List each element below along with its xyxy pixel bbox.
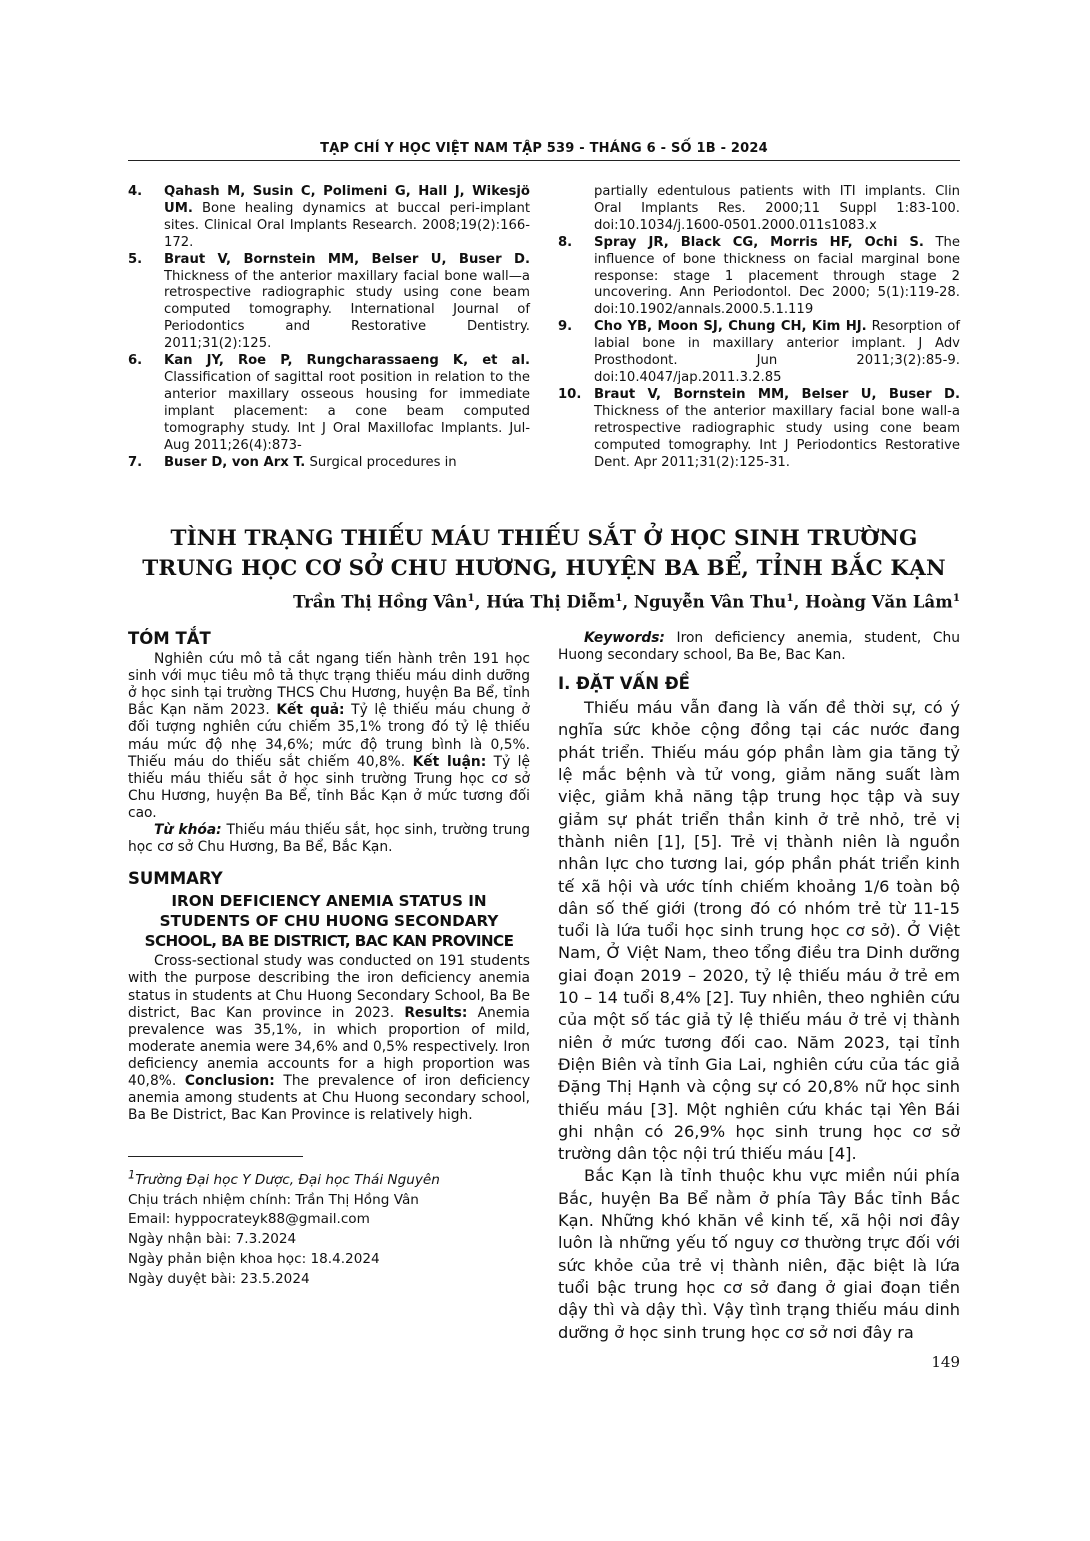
author-name: Trần Thị Hồng Vân — [293, 592, 468, 612]
reference-authors: Braut V, Bornstein MM, Belser U, Buser D. — [594, 386, 960, 402]
reference-number: 10. — [558, 386, 582, 402]
summary-text: Cross-sectional study was conducted on 191 students with the purpose describing the iron deficiency anemia status in students at Chu Huong Secondary School, Ba Be district, Bac Kan province in 2023. — [128, 953, 530, 1021]
article-title-line: TÌNH TRẠNG THIẾU MÁU THIẾU SẮT Ở HỌC SINH TRƯỜNG — [170, 526, 918, 551]
reference-item — [558, 319, 960, 387]
english-title-line: STUDENTS OF CHU HUONG SECONDARY — [159, 912, 499, 931]
summary-paragraph — [128, 953, 530, 1124]
reference-number: 6. — [128, 353, 143, 369]
footnote-approved: Ngày duyệt bài: 23.5.2024 — [128, 1270, 310, 1287]
conclusion-text: Tỷ lệ thiếu máu thiếu sắt ở học sinh trường Trung học cơ sở Chu Hương, huyện Ba Bể, tỉnh Bắc Kạn ở mức tương đối cao. — [128, 753, 530, 821]
reference-text: Classification of sagittal root position in relation to the anterior maxillary osseous housing for immediate implant placement: a cone beam computed tomography study. Int J Oral Maxillofac Implants. Jul-Aug 2011;26(4):873- — [164, 369, 530, 453]
body-paragraph: Thiếu máu vẫn đang là vấn đề thời sự, có ý nghĩa sức khỏe cộng đồng tại các nước đang phát triển. Thiếu máu góp phần làm gia tăng tỷ lệ mắc bệnh và tử vong, giảm năng suất làm việc, giảm khả năng tập trung học tập và suy giảm sự phát triển thần kinh ở trẻ nhỏ, trẻ vị thành niên [1], [5]. Trẻ vị thành niên là nguồn nhân lực cho tương lai, góp phần phát triển kinh tế xã hội và ước tính chiếm khoảng 1/6 toàn bộ dân số thế giới (trong đó có nhóm trẻ từ 11-15 tuổi là lứa tuổi học sinh trung học cơ sở). Ở Việt Nam, Ở Việt Nam, theo tổng điều tra Dinh dưỡng giai đoạn 2019 – 2020, tỷ lệ thiếu máu ở trẻ em 10 – 14 tuổi 8,4% [2]. Tuy nhiên, theo nghiên cứu của một số tác giả tỷ lệ thiếu máu ở trẻ vị thành niên ở mức tương đối cao. Năm 2023, tại tỉnh Điện Biên và tỉnh Gia Lai, nghiên cứu của tác giả Đặng Thị Hạnh và cộng sự có 20,8% nữ học sinh thiếu máu [3]. Một nghiên cứu khác tại Yên Bái ghi nhận có 26,9% học sinh trung học cơ sở trường dân tộc nội trú thiếu máu [4]. — [558, 698, 960, 1164]
footnote-received: Ngày nhận bài: 7.3.2024 — [128, 1231, 297, 1248]
reference-authors: Cho YB, Moon SJ, Chung CH, Kim HJ. — [594, 319, 867, 335]
keywords-en — [558, 630, 960, 664]
abstract-heading: TÓM TẮT — [128, 629, 211, 648]
reference-item — [128, 455, 530, 472]
results-label: Kết quả: — [276, 702, 345, 719]
page-number: 149 — [931, 1353, 960, 1371]
reference-item — [128, 353, 530, 454]
reference-authors: Buser D, von Arx T. — [164, 454, 306, 470]
author-separator: , — [793, 592, 806, 612]
keywords-text: Iron deficiency anemia, student, Chu Huong secondary school, Ba Be, Bac Kan. — [558, 630, 960, 664]
affiliation-mark: 1 — [128, 1167, 136, 1182]
section-heading: I. ĐẶT VẤN ĐỀ — [558, 674, 690, 694]
conclusion-label: Conclusion: — [184, 1072, 275, 1089]
keywords-text: Thiếu máu thiếu sắt, học sinh, trường trung học cơ sở Chu Hương, Ba Bể, Bắc Kạn. — [128, 822, 531, 856]
english-title — [128, 891, 530, 951]
author-affiliation-mark: 1 — [786, 592, 794, 604]
keywords-label: Từ khóa: — [154, 822, 222, 839]
summary-heading: SUMMARY — [128, 869, 223, 889]
reference-number: 8. — [558, 234, 573, 250]
reference-authors: Kan JY, Roe P, Rungcharassaeng K, et al. — [164, 353, 530, 369]
keywords-label: Keywords: — [584, 630, 665, 646]
reference-text: Thickness of the anterior maxillary facial bone wall—a retrospective radiographic study using cone beam computed tomography. International Journal of Periodontics and Restorative Dentistry. 2011;31(2):125. — [164, 268, 530, 352]
abstract-text: Nghiên cứu mô tả cắt ngang tiến hành trên 191 học sinh với mục tiêu mô tả thực trạng thiếu máu dinh dưỡng ở học sinh tại trường THCS Chu Hương, huyện Ba Bể, tỉnh Bắc Kạn năm 2023. — [128, 651, 530, 719]
author-list — [293, 592, 960, 612]
english-title-line: IRON DEFICIENCY ANEMIA STATUS IN — [171, 892, 487, 911]
reference-number: 9. — [558, 319, 573, 335]
body-column — [558, 630, 960, 1344]
reference-text: Resorption of labial bone in maxillary anterior implant. J Adv Prosthodont. Jun 2011;3(2):85-9. doi:10.4047/jap.2011.3.2.85 — [594, 319, 960, 385]
reference-item-continuation — [558, 184, 960, 235]
article-title — [128, 524, 960, 584]
reference-text: Bone healing dynamics at buccal peri-implant sites. Clinical Oral Implants Research. 2008;19(2):166-172. — [164, 200, 530, 250]
reference-item — [558, 235, 960, 320]
references-left-column — [128, 184, 530, 471]
author-separator: , — [622, 592, 634, 612]
keywords-vi — [128, 822, 530, 856]
author-affiliation-mark: 1 — [952, 592, 960, 604]
author-name: Hứa Thị Diễm — [486, 592, 616, 612]
footnote-rule — [128, 1156, 303, 1157]
reference-number: 4. — [128, 184, 143, 199]
reference-item — [128, 252, 530, 353]
article-title-line: TRUNG HỌC CƠ SỞ CHU HƯƠNG, HUYỆN BA BỂ, TỈNH BẮC KẠN — [142, 556, 946, 581]
reference-number: 7. — [128, 454, 143, 470]
footnote-affiliation — [128, 1165, 530, 1190]
author-affiliation-mark: 1 — [615, 592, 623, 604]
running-header: TẠP CHÍ Y HỌC VIỆT NAM TẬP 539 - THÁNG 6 - SỐ 1B - 2024 — [320, 141, 768, 156]
reference-text: partially edentulous patients with ITI implants. Clin Oral Implants Res. 2000;11 Suppl 1:83-100. doi:10.1034/j.1600-0501.2000.011s1083.x — [594, 184, 960, 233]
reference-text: Surgical procedures in — [305, 454, 457, 470]
author-name: Hoàng Văn Lâm — [805, 592, 953, 612]
conclusion-text: The prevalence of iron deficiency anemia among students at Chu Huong secondary school, Ba Be District, Bac Kan Province is relatively high. — [128, 1072, 530, 1124]
conclusion-label: Kết luận: — [412, 753, 487, 770]
reference-text: The influence of bone thickness on facial marginal bone response: stage 1 placement through stage 2 uncovering. Ann Periodontol. Dec 2000; 5(1):119-28. doi:10.1902/annals.2000.5.1.119 — [594, 234, 960, 318]
footnote-reviewed: Ngày phản biện khoa học: 18.4.2024 — [128, 1250, 380, 1267]
reference-item — [128, 184, 530, 252]
reference-number: 5. — [128, 251, 143, 267]
english-title-line: SCHOOL, BA BE DISTRICT, BAC KAN PROVINCE — [144, 932, 514, 951]
abstract-paragraph — [128, 651, 530, 822]
header-rule — [128, 160, 960, 161]
abstract-column — [128, 630, 530, 1290]
affiliation-text: Trường Đại học Y Dược, Đại học Thái Nguyên — [135, 1171, 440, 1188]
footnote-email[interactable]: Email: hyppocrateyk88@gmail.com — [128, 1211, 370, 1228]
author-name: Nguyễn Vân Thu — [633, 592, 787, 612]
author-separator: , — [474, 592, 487, 612]
reference-authors: Qahash M, Susin C, Polimeni G, Hall J, Wikesjö UM. — [164, 184, 530, 216]
reference-text: Thickness of the anterior maxillary facial bone wall-a retrospective radiographic study using cone beam computed tomography. Int J Periodontics Restorative Dent. Apr 2011;31(2):125-31. — [594, 403, 960, 470]
results-text: Anemia prevalence was 35,1%, in which proportion of mild, moderate anemia were 34,6% and 0,5% respectively. Iron deficiency anemia accounts for a high proportion was 40,8%. — [128, 1004, 530, 1089]
footnote-responsible: Chịu trách nhiệm chính: Trần Thị Hồng Vân — [128, 1191, 419, 1208]
reference-item — [558, 387, 960, 472]
results-text: Tỷ lệ thiếu máu chung ở đối tượng nghiên cứu chiếm 35,1% trong đó tỷ lệ thiếu máu mức độ nhẹ 34,6%; mức độ trung bình là 0,5%. Thiếu máu do thiếu sắt chiếm 40,8%. — [128, 702, 530, 770]
author-affiliation-mark: 1 — [467, 592, 475, 604]
references-right-column — [558, 184, 960, 471]
reference-authors: Braut V, Bornstein MM, Belser U, Buser D. — [164, 251, 530, 267]
results-label: Results: — [404, 1004, 468, 1021]
reference-authors: Spray JR, Black CG, Morris HF, Ochi S. — [594, 234, 924, 250]
body-paragraph: Bắc Kạn là tỉnh thuộc khu vực miền núi phía Bắc, huyện Ba Bể nằm ở phía Tây Bắc tỉnh Bắc Kạn. Những khó khăn về kinh tế, xã hội nơi đây luôn là những yếu tố nguy cơ thường trực đối với sức khỏe của trẻ vị thành niên, đặc biệt là lứa tuổi bậc trung học cơ sở đang ở giai đoạn tiền dậy thì và dậy thì. Vậy tình trạng thiếu máu dinh dưỡng ở học sinh trung học cơ sở nơi đây ra — [558, 1166, 960, 1342]
